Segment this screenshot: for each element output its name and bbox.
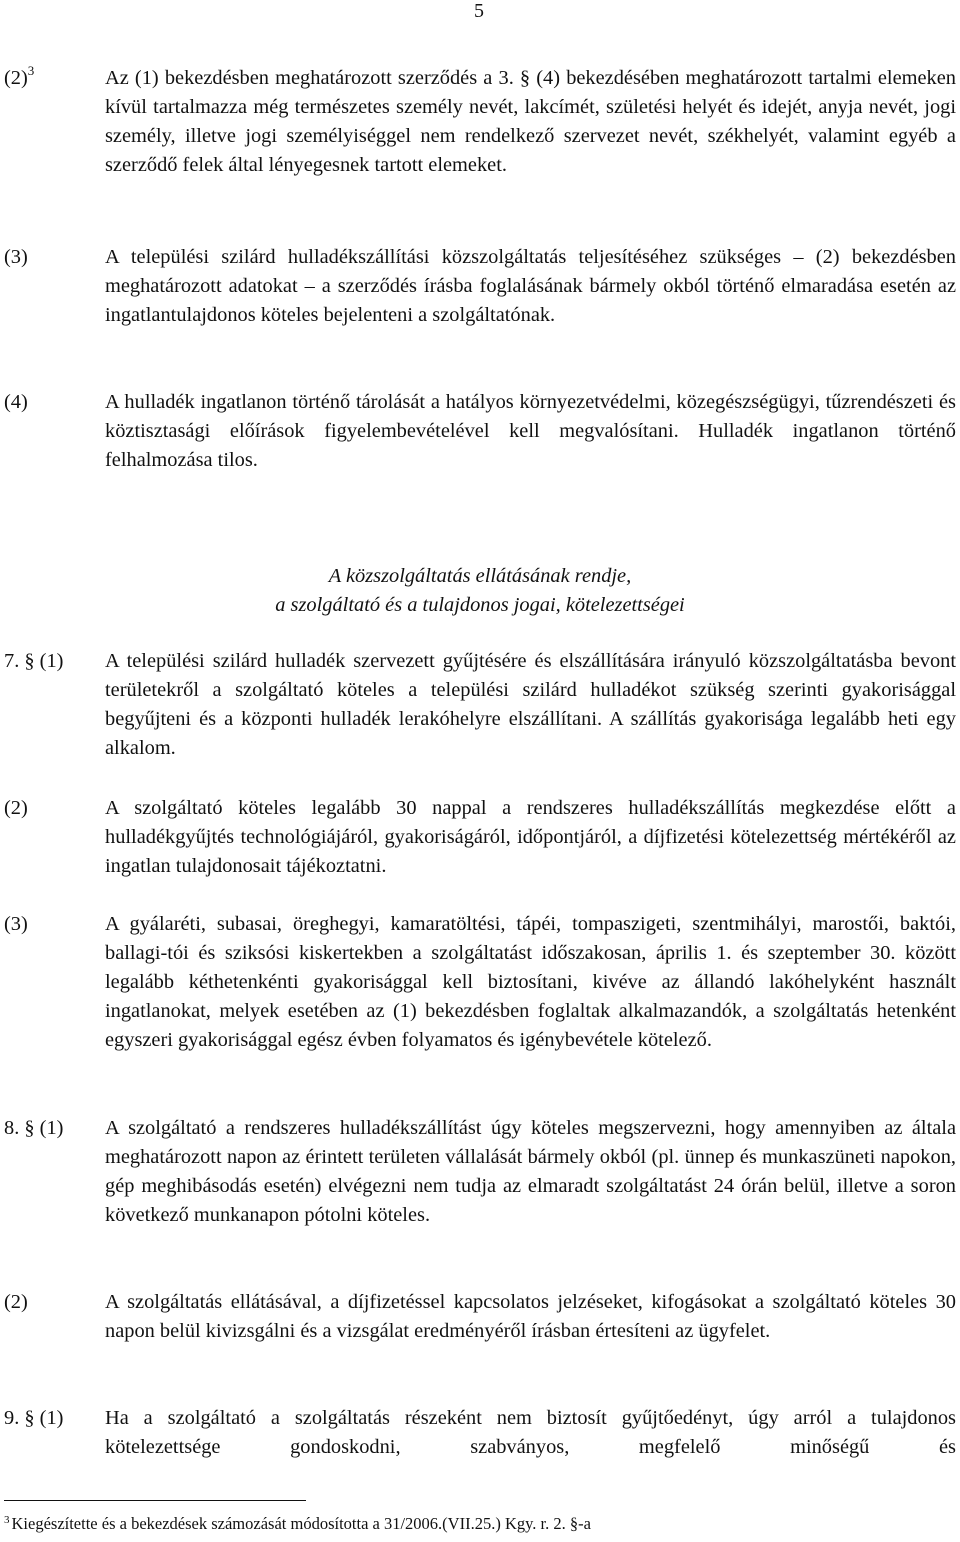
page-number: 5 [474,0,484,22]
paragraph-label: $(2)^3$ [4,63,35,89]
paragraph-text: A települési szilárd hulladékszállítási közszolgáltatás teljesítéséhez szükséges – (2) bekezdésben meghatározott adatokat – a szerződés írásba foglalásának bármely okból történő elmaradása esetén az ingatlantulajdonos köteles bejelenteni a szolgáltatónak. [105,246,956,326]
paragraph-label: (2) [4,797,28,819]
section-8-paragraph-2 [4,1288,956,1346]
footnote [4,1513,591,1537]
section-heading-line-2: a szolgáltató és a tulajdonos jogai, kötelezettségei [275,594,685,616]
section-heading-line-1: A közszolgáltatás ellátásának rendje, [328,565,632,587]
section-8-paragraph-1 [4,1114,956,1230]
paragraph-text: A szolgáltató a rendszeres hulladékszállítást úgy köteles megszervezni, hogy amennyiben az általa meghatározott napon az érintett területen vállalását bármely okból (pl. ünnep és munkaszüneti napokon, gép meghibásodás esetén) elvégezni nem tudja az elmaradt szolgáltatást 24 órán belül, illetve a soron következő munkanapon pótolni köteles. [105,1117,956,1226]
paragraph-label: 9. § (1) [4,1407,64,1429]
section-7-paragraph-3 [4,910,956,1055]
paragraph-2 [4,64,956,180]
section-7-paragraph-2 [4,794,956,881]
footnote-number: 3 [4,1514,10,1526]
section-7-paragraph-1 [4,647,956,763]
paragraph-3 [4,243,956,330]
footnote-ref[interactable]: 3 [27,63,35,78]
footnote-separator [4,1500,306,1501]
section-9-paragraph-1 [4,1404,956,1462]
paragraph-text: A települési szilárd hulladék szervezett gyűjtésére és elszállítására irányuló közszolgáltatásba bevont területekről a szolgáltató köteles a települési szilárd hulladékot szükség szerinti gyakorisággal begyűjteni és a központi hulladék lerakóhelyre elszállítani. A szállítás gyakorisága legalább heti egy alkalom. [105,650,956,759]
paragraph-label: (2) [4,1291,28,1313]
footnote-text: Kiegészítette és a bekezdések számozását módosította a 31/2006.(VII.25.) Kgy. r. 2. §-a [11,1514,591,1533]
paragraph-label: (4) [4,391,28,413]
paragraph-label: 7. § (1) [4,650,64,672]
paragraph-text: A hulladék ingatlanon történő tárolását a hatályos környezetvédelmi, közegészségügyi, tűzrendészeti és köztisztasági előírások figyelembevételével kell megvalósítani. Hulladék ingatlanon történő felhalmozása tilos. [105,391,956,471]
paragraph-label: 8. § (1) [4,1117,64,1139]
paragraph-4 [4,388,956,475]
paragraph-label: (3) [4,246,28,268]
paragraph-label: (3) [4,913,28,935]
paragraph-text: Az (1) bekezdésben meghatározott szerződés a 3. § (4) bekezdésében meghatározott tartalmi elemeken kívül tartalmazza még természetes személy nevét, lakcímét, születési helyét és idejét, anyja nevét, jogi személy, illetve jogi személyiséggel nem rendelkező szervezet nevét, székhelyét, valamint egyéb a szerződő felek által lényegesnek tartott elemeket. [105,67,956,176]
paragraph-text: A szolgáltató köteles legalább 30 nappal a rendszeres hulladékszállítás megkezdése előtt a hulladékgyűjtés technológiájáról, gyakoriságáról, időpontjáról, a díjfizetési kötelezettség mértékéről az ingatlan tulajdonosait tájékoztatni. [105,797,956,877]
paragraph-text: Ha a szolgáltató a szolgáltatás részeként nem biztosít gyűjtőedényt, úgy arról a tulajdonos kötelezettsége gondoskodni, szabványos, megfelelő minőségű és [105,1407,956,1458]
paragraph-text: A gyálaréti, subasai, öreghegyi, kamaratöltési, tápéi, tompaszigeti, szentmihályi, marostői, baktói, ballagi-tói és sziksósi kiskertekben a szolgáltatást időszakosan, április 1. és szeptember 30. között legalább kéthetenkénti gyakorisággal kell biztosítani, kivéve az állandó lakóhelyként használt ingatlanokat, melyek esetében az (1) bekezdésben foglaltak alkalmazandók, a szolgáltatás hetenként egyszeri gyakorisággal egész évben folyamatos és igénybevétele kötelező. [105,913,956,1051]
paragraph-text: A szolgáltatás ellátásával, a díjfizetéssel kapcsolatos jelzéseket, kifogásokat a szolgáltató köteles 30 napon belül kivizsgálni és a vizsgálat eredményéről írásban értesíteni az ügyfelet. [105,1291,956,1342]
